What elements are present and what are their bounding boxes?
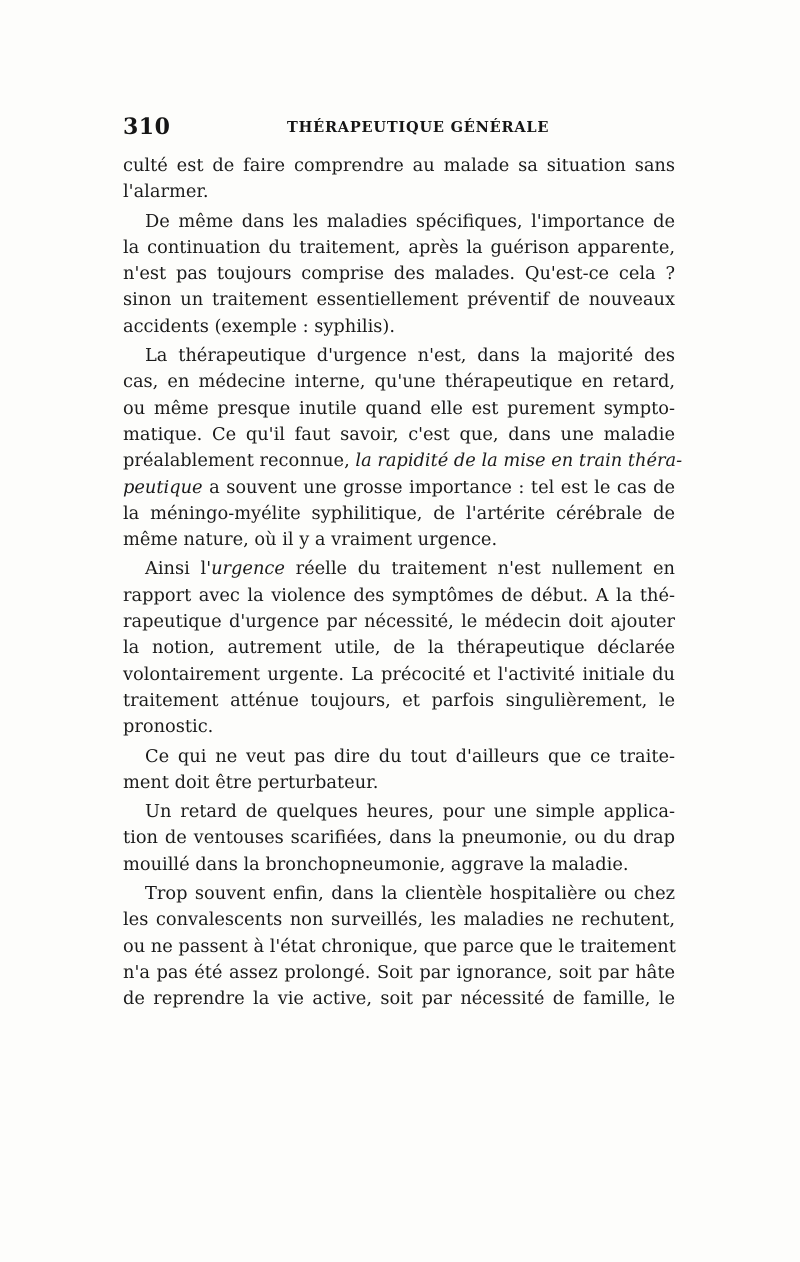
text-line: ment doit être perturbateur. [123,771,379,793]
text-line: pronostic. [123,716,214,738]
text-line [123,448,683,474]
text-line: volontairement urgente. La précocité et l'activité initiale du [123,663,675,685]
paragraph-7 [123,881,675,1012]
paragraph-1 [123,153,675,206]
text-line: cas, en médecine interne, qu'une thérapeutique en retard, [123,371,675,393]
running-title: THÉRAPEUTIQUE GÉNÉRALE [287,119,550,136]
text-line: même nature, où il y a vraiment urgence. [123,529,498,551]
text-line: mouillé dans la bronchopneumonie, aggrave la maladie. [123,853,629,875]
italic-text-run: la rapidité de la mise en train théra- [355,450,683,472]
text-line: les convalescents non surveillés, les maladies ne rechutent, [123,909,675,931]
text-line: matique. Ce qu'il faut savoir, c'est que, dans une maladie [123,423,675,445]
text-line: ou ne passent à l'état chronique, que parce que le traitement [123,935,676,957]
body-text [123,153,683,1013]
text-line: rapport avec la violence des symptômes de début. A la thé- [123,584,675,606]
text-run: réelle du traitement n'est nullement en [284,558,675,580]
text-line: n'est pas toujours comprise des malades. Qu'est-ce cela ? [123,263,675,285]
paragraph-6 [123,799,675,878]
page-number: 310 [123,114,171,140]
text-run: préalablement reconnue, [123,450,356,472]
text-line: de reprendre la vie active, soit par nécessité de famille, le [123,988,675,1010]
text-line: culté est de faire comprendre au malade sa situation sans [123,155,675,176]
text-line: ou même presque inutile quand elle est purement sympto- [123,397,675,419]
text-line [123,556,675,582]
text-line: rapeutique d'urgence par nécessité, le médecin doit ajouter [123,611,675,633]
text-line: accidents (exemple : syphilis). [123,315,396,337]
italic-text-run: peutique [123,476,203,498]
text-line: De même dans les maladies spécifiques, l'importance de [145,210,675,232]
text-line: la continuation du traitement, après la guérison apparente, [123,236,675,258]
text-line: traitement atténue toujours, et parfois singulièrement, le [123,689,675,711]
text-line: tion de ventouses scarifiées, dans la pneumonie, ou du drap [123,827,675,849]
text-line: Ce qui ne veut pas dire du tout d'ailleurs que ce traite- [145,745,675,767]
text-line: Trop souvent enfin, dans la clientèle hospitalière ou chez [145,883,675,905]
page-header [123,114,675,144]
text-line: la notion, autrement utile, de la thérapeutique déclarée [123,637,675,659]
paragraph-2 [123,209,675,340]
text-line: La thérapeutique d'urgence n'est, dans la majorité des [145,345,675,367]
text-line: la méningo-myélite syphilitique, de l'artérite cérébrale de [123,502,675,524]
text-line: Un retard de quelques heures, pour une simple applica- [145,801,675,823]
text-line [123,475,675,501]
italic-text-run: urgence [211,558,285,580]
text-line: l'alarmer. [123,181,209,203]
paragraph-3 [123,343,683,553]
text-line: n'a pas été assez prolongé. Soit par ignorance, soit par hâte [123,961,675,983]
text-line: sinon un traitement essentiellement préventif de nouveaux [123,289,675,311]
text-run: Ainsi l' [145,558,212,580]
paragraph-4 [123,556,675,740]
paragraph-5 [123,744,675,797]
text-run: a souvent une grosse importance : tel est le cas de [202,476,675,498]
